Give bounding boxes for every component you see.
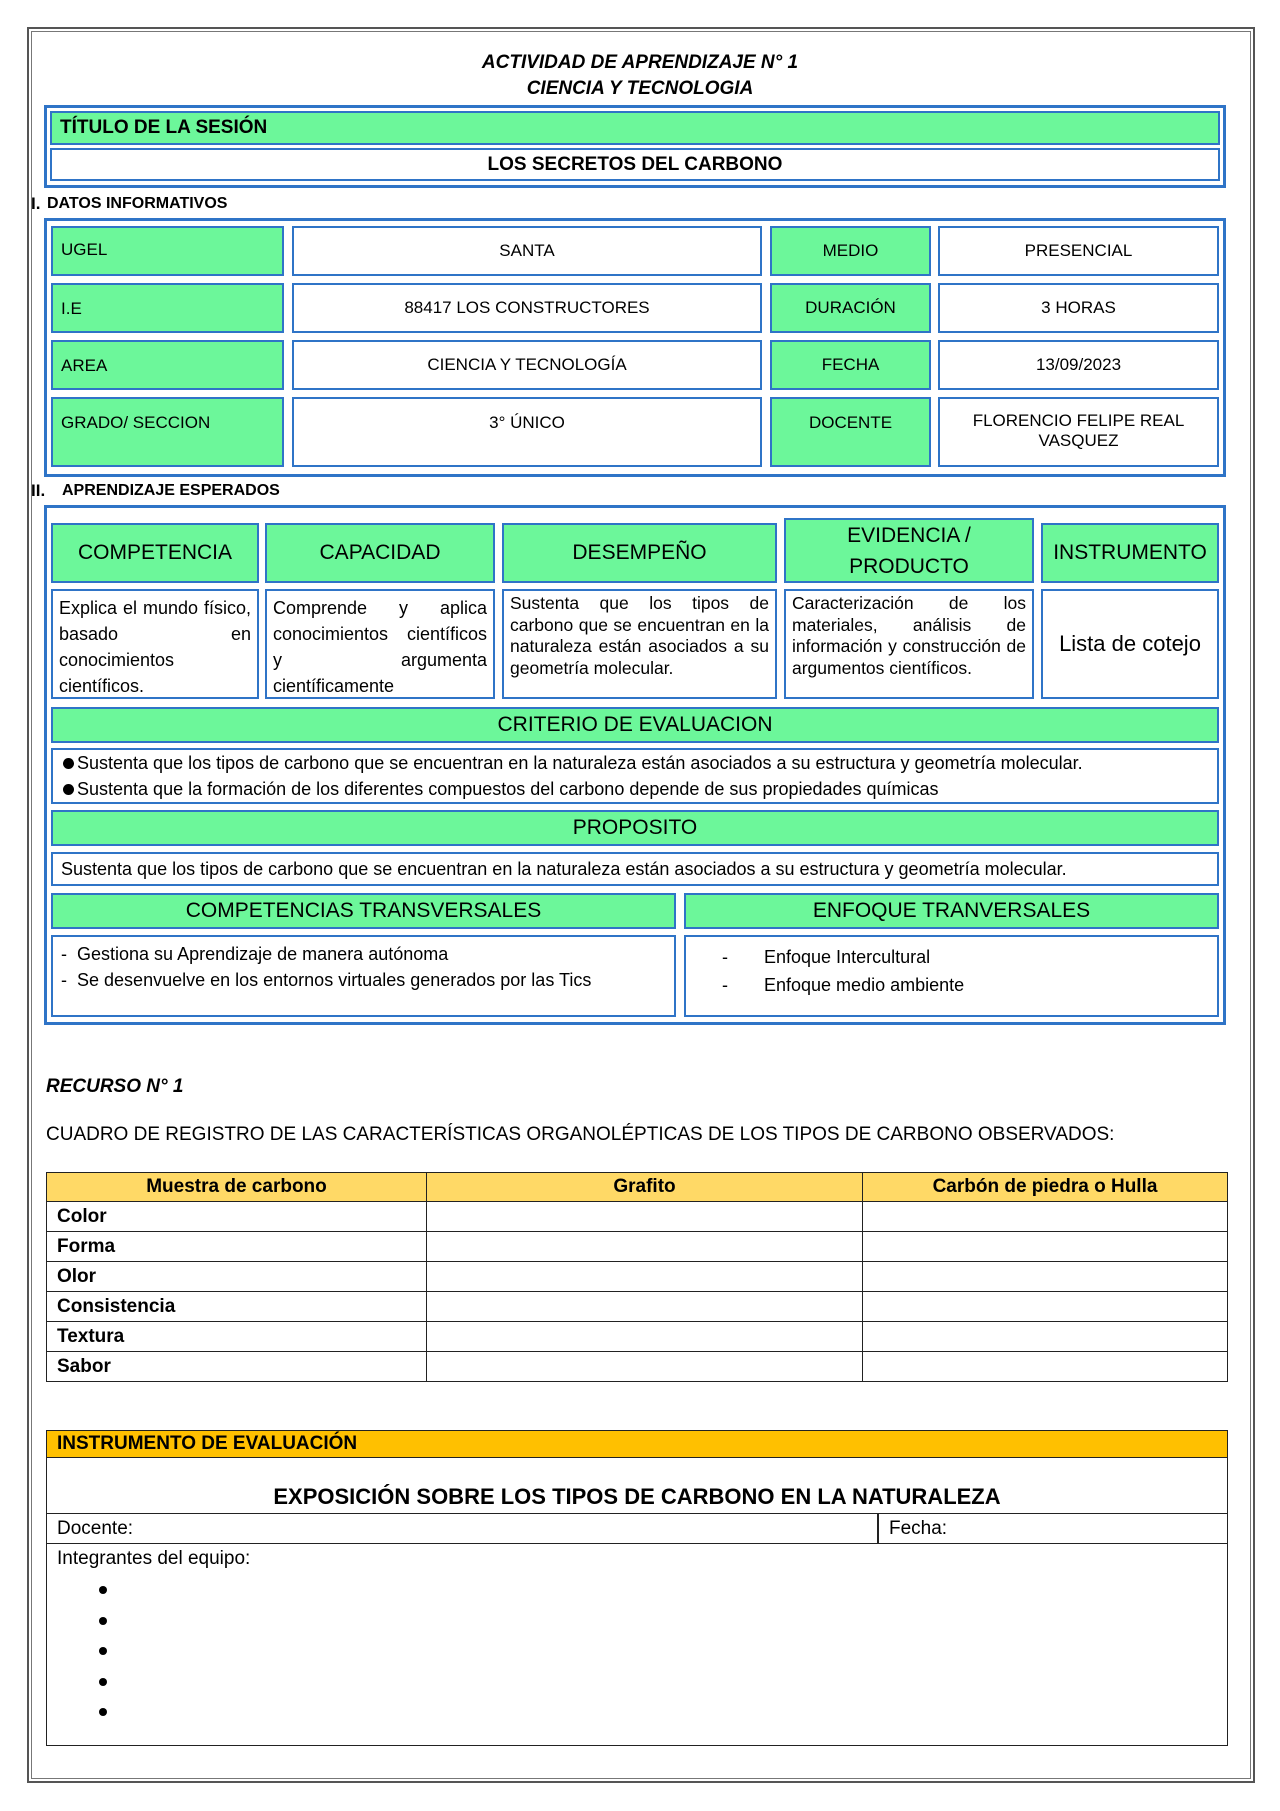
subject-title: CIENCIA Y TECNOLOGIA	[526, 78, 754, 99]
dash: -	[722, 947, 728, 967]
table-cell[interactable]	[863, 1232, 1228, 1262]
table-header: Grafito	[427, 1173, 863, 1202]
proposito-text: Sustenta que los tipos de carbono que se encuentran en la naturaleza están asociados a su estructura y geometría molecular.	[51, 852, 1219, 886]
table-header: Carbón de piedra o Hulla	[863, 1173, 1228, 1202]
col-competencia: COMPETENCIA	[51, 523, 259, 583]
medio-label: MEDIO	[770, 226, 931, 276]
bullet-icon	[99, 1708, 107, 1716]
comp-trans-list	[51, 935, 676, 1017]
table-row	[47, 1202, 1228, 1232]
row-label: Textura	[47, 1322, 427, 1352]
area-value: CIENCIA Y TECNOLOGÍA	[292, 340, 762, 390]
ugel-value: SANTA	[292, 226, 762, 276]
criterio-list	[51, 748, 1219, 804]
col-desempeno: DESEMPEÑO	[502, 523, 777, 583]
registro-table	[46, 1172, 1228, 1382]
grado-value: 3° ÚNICO	[292, 397, 762, 467]
bullet-icon	[99, 1586, 107, 1594]
table-row	[47, 1262, 1228, 1292]
table-cell[interactable]	[427, 1322, 863, 1352]
criterio-item	[63, 750, 1083, 776]
aprendizaje-heading: APRENDIZAJE ESPERADOS	[62, 482, 280, 499]
comp-trans-item	[61, 967, 591, 993]
dash: -	[722, 975, 728, 995]
instrumento-text: Lista de cotejo	[1041, 589, 1219, 699]
grado-label: GRADO/ SECCION	[51, 397, 284, 467]
table-cell[interactable]	[863, 1262, 1228, 1292]
comp-trans-text: Gestiona su Aprendizaje de manera autónoma	[77, 944, 449, 964]
list-item[interactable]	[99, 1703, 107, 1734]
session-title: LOS SECRETOS DEL CARBONO	[50, 148, 1220, 181]
row-evidencia	[784, 589, 1034, 699]
table-row	[47, 1352, 1228, 1382]
col-instrumento: INSTRUMENTO	[1041, 523, 1219, 583]
activity-title: ACTIVIDAD DE APRENDIZAJE N° 1	[481, 52, 799, 73]
aprendizaje-heading-num: II.	[31, 481, 46, 500]
bullet-icon	[99, 1678, 107, 1686]
datos-heading-num: I.	[31, 194, 41, 213]
datos-heading: DATOS INFORMATIVOS	[47, 195, 228, 212]
docente-field-label: Docente:	[57, 1518, 134, 1539]
table-cell[interactable]	[427, 1202, 863, 1232]
recurso-description: CUADRO DE REGISTRO DE LAS CARACTERÍSTICAS ORGANOLÉPTICAS DE LOS TIPOS DE CARBONO OBSERVADOS:	[46, 1124, 1115, 1145]
table-header: Muestra de carbono	[47, 1173, 427, 1202]
fecha-field-label: Fecha:	[889, 1518, 948, 1539]
ie-label: I.E	[51, 283, 284, 333]
medio-value: PRESENCIAL	[938, 226, 1219, 276]
dash: -	[61, 970, 67, 990]
list-item[interactable]	[99, 1612, 107, 1643]
fecha-value: 13/09/2023	[938, 340, 1219, 390]
col-evidencia: EVIDENCIA / PRODUCTO	[784, 518, 1034, 583]
desempeno-text: Sustenta que los tipos de carbono que se encuentran en la naturaleza están asociados a su geometría molecular.	[510, 593, 769, 678]
table-cell[interactable]	[427, 1292, 863, 1322]
bullet-icon	[99, 1617, 107, 1625]
duracion-label: DURACIÓN	[770, 283, 931, 333]
row-label: Consistencia	[47, 1292, 427, 1322]
integrantes-list	[99, 1581, 107, 1734]
fecha-label: FECHA	[770, 340, 931, 390]
comp-trans-text: Se desenvuelve en los entornos virtuales generados por las Tics	[77, 970, 592, 990]
row-label: Olor	[47, 1262, 427, 1292]
instrumento-title: EXPOSICIÓN SOBRE LOS TIPOS DE CARBONO EN LA NATURALEZA	[273, 1484, 1001, 1509]
table-row	[47, 1232, 1228, 1262]
table-header-row	[47, 1173, 1228, 1202]
bullet-icon	[63, 758, 74, 769]
table-cell[interactable]	[427, 1262, 863, 1292]
list-item[interactable]	[99, 1673, 107, 1704]
table-cell[interactable]	[863, 1202, 1228, 1232]
capacidad-text: Comprende y aplica conocimientos científicos y argumenta científicamente	[273, 598, 487, 696]
instrumento-box	[46, 1430, 1228, 1746]
enfoque-item	[722, 971, 964, 999]
table-cell[interactable]	[863, 1352, 1228, 1382]
ugel-label: UGEL	[51, 226, 284, 276]
enfoque-text: Enfoque Intercultural	[764, 947, 931, 967]
table-row	[47, 1322, 1228, 1352]
docente-fecha-row	[47, 1513, 1227, 1544]
enfoque-label: ENFOQUE TRANVERSALES	[684, 893, 1219, 929]
enfoque-item	[722, 943, 930, 971]
comp-trans-label: COMPETENCIAS TRANSVERSALES	[51, 893, 676, 929]
row-competencia	[51, 589, 259, 699]
criterio-item	[63, 776, 939, 802]
evidencia-text: Caracterización de los materiales, análisis de información y construcción de argumentos científicos.	[792, 593, 1026, 678]
criterio-label: CRITERIO DE EVALUACION	[51, 707, 1219, 743]
col-capacidad: CAPACIDAD	[265, 523, 495, 583]
competencia-text: Explica el mundo físico, basado en conocimientos científicos.	[59, 598, 251, 696]
row-desempeno	[502, 589, 777, 699]
comp-trans-item	[61, 941, 448, 967]
session-label: TÍTULO DE LA SESIÓN	[50, 111, 1220, 145]
bullet-icon	[99, 1647, 107, 1655]
table-cell[interactable]	[427, 1232, 863, 1262]
row-capacidad	[265, 589, 495, 699]
table-cell[interactable]	[427, 1352, 863, 1382]
duracion-value: 3 HORAS	[938, 283, 1219, 333]
list-item[interactable]	[99, 1642, 107, 1673]
criterio-text: Sustenta que los tipos de carbono que se encuentran en la naturaleza están asociados a su estructura y geometría molecular.	[77, 753, 1083, 773]
enfoque-list	[684, 935, 1219, 1017]
bullet-icon	[63, 784, 74, 795]
table-row	[47, 1292, 1228, 1322]
divider	[877, 1514, 879, 1543]
area-label: AREA	[51, 340, 284, 390]
docente-label: DOCENTE	[770, 397, 931, 467]
integrantes-label: Integrantes del equipo:	[57, 1548, 251, 1569]
dash: -	[61, 944, 67, 964]
row-label: Sabor	[47, 1352, 427, 1382]
criterio-text: Sustenta que la formación de los diferentes compuestos del carbono depende de sus propiedades químicas	[77, 779, 939, 799]
ie-value: 88417 LOS CONSTRUCTORES	[292, 283, 762, 333]
recurso-title: RECURSO N° 1	[46, 1076, 184, 1097]
row-label: Forma	[47, 1232, 427, 1262]
docente-value: FLORENCIO FELIPE REAL VASQUEZ	[938, 397, 1219, 467]
row-label: Color	[47, 1202, 427, 1232]
list-item[interactable]	[99, 1581, 107, 1612]
enfoque-text: Enfoque medio ambiente	[764, 975, 965, 995]
proposito-label: PROPOSITO	[51, 810, 1219, 846]
table-cell[interactable]	[863, 1292, 1228, 1322]
instrumento-label: INSTRUMENTO DE EVALUACIÓN	[47, 1431, 1227, 1458]
table-cell[interactable]	[863, 1322, 1228, 1352]
